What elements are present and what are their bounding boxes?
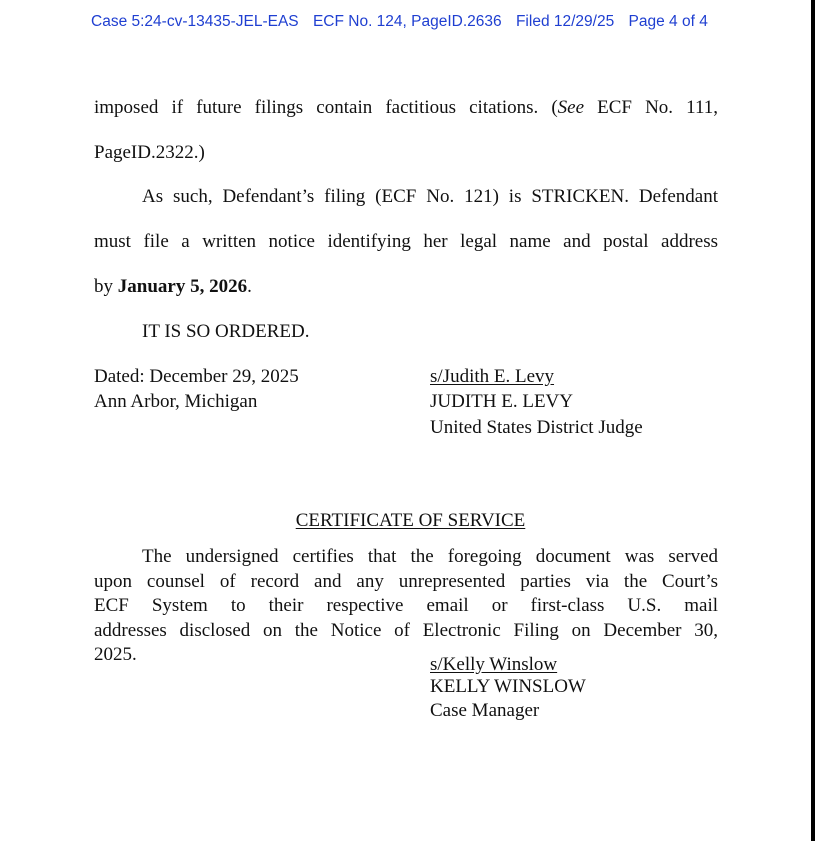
so-ordered: IT IS SO ORDERED.: [142, 321, 310, 342]
certificate-body: [94, 545, 718, 668]
body-line-5: [94, 276, 252, 298]
body-text: ECF No. 111,: [584, 97, 718, 118]
judge-title: United States District Judge: [430, 417, 643, 438]
location-line: Ann Arbor, Michigan: [94, 391, 258, 412]
clerk-title: Case Manager: [430, 700, 540, 721]
clerk-signature: s/Kelly Winslow: [430, 654, 558, 675]
ecf-number: ECF No. 124, PageID.2636: [312, 13, 502, 30]
certificate-line: upon counsel of record and any unrepresented parties via the Court’s: [94, 570, 718, 592]
body-line-1: [94, 97, 718, 119]
certificate-line: ECF System to their respective email or first-class U.S. mail: [94, 595, 718, 616]
certificate-heading-text: CERTIFICATE OF SERVICE: [295, 510, 526, 531]
see-signal: See: [557, 97, 585, 118]
clerk-name: KELLY WINSLOW: [430, 676, 586, 697]
judge-name: JUDITH E. LEVY: [430, 391, 574, 412]
case-number: Case 5:24-cv-13435-JEL-EAS: [91, 13, 299, 30]
dated-line: Dated: December 29, 2025: [94, 366, 299, 387]
body-text: .: [247, 276, 252, 297]
body-line-3: As such, Defendant’s filing (ECF No. 121) is STRICKEN. Defendant: [142, 186, 718, 207]
case-header: [91, 13, 731, 31]
body-text: imposed if future filings contain factitious citations. (: [94, 97, 558, 118]
filed-date: Filed 12/29/25: [515, 13, 615, 30]
judge-signature: s/Judith E. Levy: [430, 366, 555, 387]
deadline-date: January 5, 2026: [117, 276, 248, 297]
certificate-line: addresses disclosed on the Notice of Electronic Filing on December 30,: [94, 619, 718, 641]
body-text: by: [94, 276, 118, 297]
body-line-2: PageID.2322.): [94, 142, 205, 163]
page-number: Page 4 of 4: [628, 13, 708, 30]
body-line-4: must file a written notice identifying her legal name and postal address: [94, 231, 718, 252]
certificate-heading: [0, 510, 815, 532]
page-edge-rule: [811, 0, 815, 841]
certificate-line: 2025.: [94, 644, 137, 665]
certificate-line: The undersigned certifies that the foregoing document was served: [142, 546, 718, 567]
